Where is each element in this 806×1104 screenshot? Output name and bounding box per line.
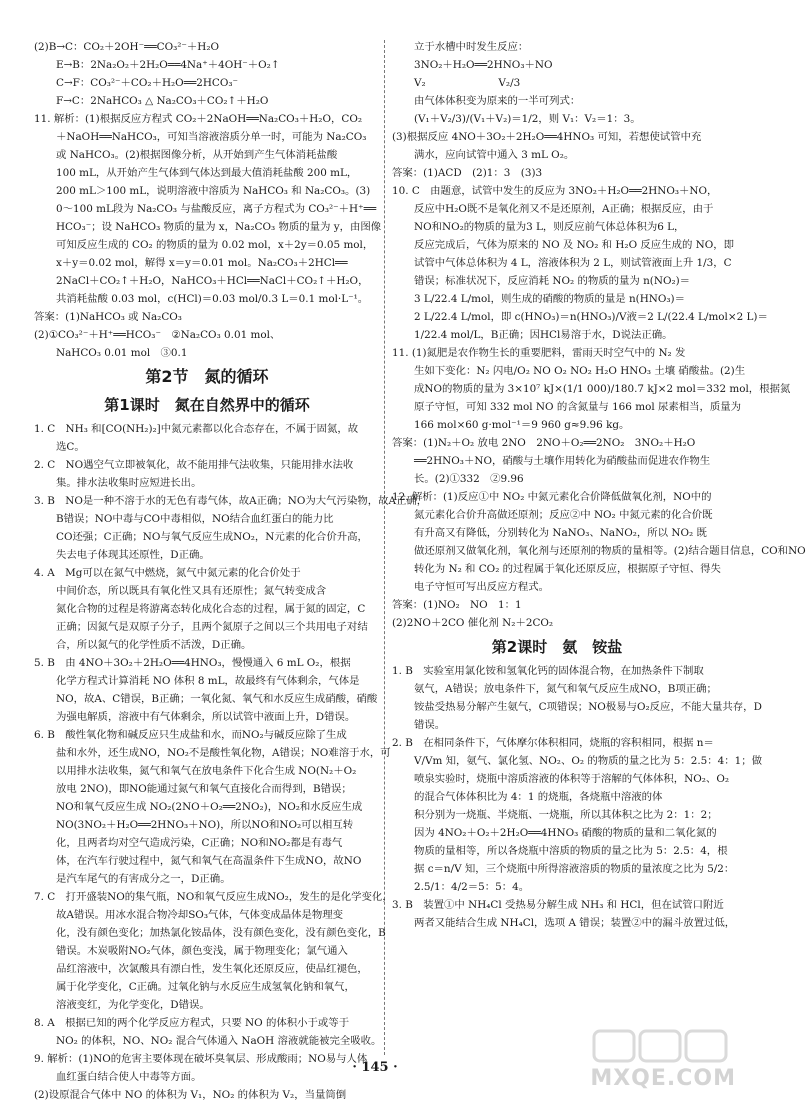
left-bottom-line: 中间价态，所以既具有氧化性又具有还原性；氮气转变成含 <box>56 585 327 597</box>
left-bottom-line: 化，没有颜色变化；加热氯化铵晶体，没有颜色变化，没有颜色变化，B <box>56 927 386 939</box>
left-bottom-line: 失去电子体现其还原性，D正确。 <box>56 549 210 561</box>
left-bottom-line: 6. B 酸性氧化物和碱反应只生成盐和水，而NO₂与碱反应除了生成 <box>34 729 347 741</box>
left-bottom-line: 3. B NO是一种不溶于水的无色有毒气体，故A正确；NO为大气污染物，故A正确， <box>34 495 428 507</box>
left-bottom-line: 集。排水法收集时应短进长出。 <box>56 477 202 489</box>
left-top-line: C→F：CO₃²⁻＋CO₂＋H₂O══2HCO₃⁻ <box>56 77 239 89</box>
lesson-title-1: 第1课时 氮在自然界中的循环 <box>104 396 310 414</box>
right-bottom-line: 铵盐受热易分解产生氨气，C项错误；NO极易与O₂反应，不能大量共存，D <box>414 701 762 713</box>
right-top-line: 有升高又有降低，分别转化为 NaNO₃、NaNO₂，所以 NO₂ 既 <box>414 527 707 539</box>
right-top-line: 反应完成后，气体为原来的 NO 及 NO₂ 和 H₂O 反应生成的 NO，即 <box>414 239 735 251</box>
right-bottom-line: 两者又能结合生成 NH₄Cl，选项 A 错误；装置②中的漏斗放置过低， <box>414 917 736 929</box>
right-top-line: (V₁＋V₂/3)/(V₁＋V₂)＝1/2，则 V₁：V₂＝1：3。 <box>414 113 641 125</box>
left-bottom-line: 合，所以氮气的化学性质不活泼，D正确。 <box>56 639 252 651</box>
left-bottom-line: B错误；NO中毒与CO中毒相似，NO结合血红蛋白的能力比 <box>56 513 334 525</box>
right-top-line: 1/22.4 mol/L，B正确；因HCl易溶于水，D说法正确。 <box>414 329 673 341</box>
left-bottom-line: 化学方程式计算消耗 NO 体积 8 mL，故最终有气体剩余，气体是 <box>56 675 360 687</box>
left-top-line: ＋NaOH══NaHCO₃，可知当溶液溶质分单一时，可能为 Na₂CO₃ <box>56 131 367 143</box>
left-top-line: x＋y＝0.02 mol，解得 x＝y＝0.01 mol。Na₂CO₃＋2HCl══ <box>56 257 348 269</box>
right-top-line: 电子守恒可写出反应方程式。 <box>414 581 550 593</box>
left-top-line: (2)①CO₃²⁻＋H⁺══HCO₃⁻ ②Na₂CO₃ 0.01 mol、 <box>34 329 281 341</box>
right-top-line: 错误；标准状况下，反应消耗 NO₂ 的物质的量为 n(NO₂)＝ <box>414 275 691 287</box>
right-top-line: 12. 解析：(1)反应①中 NO₂ 中氮元素化合价降低做氧化剂，NO中的 <box>392 491 712 503</box>
right-top-line: 答案：(1)ACD (2)1：3 (3)3 <box>392 167 543 179</box>
page-number: · 145 · <box>352 1060 398 1075</box>
right-bottom-line: 氨气，A错误；放电条件下，氮气和氧气反应生成NO，B项正确； <box>414 683 717 695</box>
left-bottom-line: NO₂ 的体积，NO、NO₂ 混合气体通入 NaOH 溶液就能被完全吸收。 <box>56 1035 382 1047</box>
left-bottom-line: 血红蛋白结合使人中毒等方面。 <box>56 1071 202 1083</box>
right-top-line: 11. (1)氮肥是农作物生长的重要肥料，雷雨天时空气中的 N₂ 发 <box>392 347 686 359</box>
right-top-line: 满水，应向试管中通入 3 mL O₂。 <box>414 149 575 161</box>
left-top-line: 100 mL，从开始产生气体到气体达到最大值消耗盐酸 200 mL， <box>56 167 358 179</box>
left-bottom-line: 8. A 根据已知的两个化学反应方程式，只要 NO 的体积小于或等于 <box>34 1017 350 1029</box>
left-top-line: 或 NaHCO₃。(2)根据图像分析，从开始到产生气体消耗盐酸 <box>56 149 338 161</box>
right-column <box>392 38 806 932</box>
left-top-line: 共消耗盐酸 0.03 mol，c(HCl)＝0.03 mol/0.3 L＝0.1 mol·L⁻¹。 <box>56 293 369 305</box>
left-bottom-line: 以用排水法收集，氮气和氧气在放电条件下化合生成 NO(N₂＋O₂ <box>56 765 357 777</box>
left-top-line: HCO₃⁻；设 NaHCO₃ 物质的量为 x，Na₂CO₃ 物质的量为 y，由图像 <box>56 221 382 233</box>
right-bottom-line: 喷泉实验时，烧瓶中溶质溶液的体积等于溶解的气体体积，NO₂、O₂ <box>414 773 730 785</box>
right-bottom-line: 2. B 在相同条件下，气体摩尔体积相同，烧瓶的容积相同，根据 n＝ <box>392 737 714 749</box>
right-top-line: V₂ V₂/3 <box>414 77 521 89</box>
left-column <box>34 38 428 1104</box>
right-top-text <box>392 38 806 632</box>
left-bottom-text <box>34 420 428 1104</box>
left-bottom-line: 正确；因氮气是双原子分子，且两个氮原子之间以三个共用电子对结 <box>56 621 368 633</box>
right-top-line: 反应中H₂O既不是氧化剂又不是还原剂，A正确；根据反应，由于 <box>414 203 714 215</box>
lesson-title-2: 第2课时 氨 铵盐 <box>491 638 623 656</box>
right-top-line: 立于水槽中时发生反应： <box>414 41 529 53</box>
right-top-line: 试管中气体总体积为 4 L，溶液体积为 2 L，则试管液面上升 1/3，C <box>414 257 732 269</box>
right-top-line: 转化为 N₂ 和 CO₂ 的过程属于氧化还原反应，根据原子守恒、得失 <box>414 563 721 575</box>
left-top-line: 答案：(1)NaHCO₃ 或 Na₂CO₃ <box>34 311 182 323</box>
left-bottom-line: (2)设原混合气体中 NO 的体积为 V₁，NO₂ 的体积为 V₂，当量筒倒 <box>34 1089 347 1101</box>
right-bottom-line: 3. B 装置①中 NH₄Cl 受热易分解生成 NH₃ 和 HCl，但在试管口附近 <box>392 899 724 911</box>
left-bottom-line: 为强电解质，溶液中有气体剩余，所以试管中液面上升，D错误。 <box>56 711 356 723</box>
left-bottom-line: 属于化学变化，C正确。过氧化钠与水反应生成氢氧化钠和氧气， <box>56 981 355 993</box>
left-top-line: E→B：2Na₂O₂＋2H₂O══4Na⁺＋4OH⁻＋O₂↑ <box>56 59 280 71</box>
right-top-line: NO和NO₂的物质的量为3 L，则反应前气体总体积为6 L， <box>414 221 685 233</box>
left-top-line: 11. 解析：(1)根据反应方程式 CO₂＋2NaOH══Na₂CO₃＋H₂O，CO₂ <box>34 113 363 125</box>
left-bottom-line: NO(3NO₂＋H₂O══2HNO₃＋NO)，所以NO和NO₂可以相互转 <box>56 819 354 831</box>
left-bottom-line: 错误。木炭吸附NO₂气体，颜色变浅，属于物理变化；氯气通入 <box>56 945 348 957</box>
left-bottom-line: 品红溶液中，次氯酸具有漂白性，发生氧化还原反应，使品红褪色， <box>56 963 368 975</box>
right-bottom-line: V/Vm 知，氨气、氯化氢、NO₂、O₂ 的物质的量之比为 5：2.5：4：1；做 <box>414 755 763 767</box>
right-top-line: 氮元素化合价升高做还原剂；反应②中 NO₂ 中氮元素的化合价既 <box>414 509 713 521</box>
right-bottom-line: 据 c＝n/V 知，三个烧瓶中所得溶液溶质的物质的量浓度之比为 5/2： <box>414 863 735 875</box>
right-bottom-text <box>392 662 763 932</box>
left-bottom-line: 4. A Mg可以在氮气中燃烧，氮气中氮元素的化合价处于 <box>34 567 301 579</box>
right-bottom-line: 的混合气体体积比为 4：1 的烧瓶，各烧瓶中溶液的体 <box>414 791 663 803</box>
left-bottom-line: 1. C NH₃ 和[CO(NH₂)₂]中氮元素都以化合态存在，不属于固氮，故 <box>34 423 359 435</box>
left-top-text <box>34 38 380 362</box>
right-top-line: (2)2NO＋2CO 催化剂 N₂＋2CO₂ <box>392 617 554 629</box>
left-top-line: 0～100 mL段为 Na₂CO₃ 与盐酸反应，离子方程式为 CO₃²⁻＋H⁺══ <box>56 203 377 215</box>
left-top-line: (2)B→C：CO₂＋2OH⁻══CO₃²⁻＋H₂O <box>34 41 220 53</box>
left-top-line: 可知反应生成的 CO₂ 的物质的量为 0.02 mol，x＋2y＝0.05 mol， <box>56 239 374 251</box>
left-top-line: 2NaCl＋CO₂↑＋H₂O，NaHCO₃＋HCl══NaCl＋CO₂↑＋H₂O， <box>56 275 369 287</box>
right-top-line: 3 L/22.4 L/mol，则生成的硝酸的物质的量是 n(HNO₃)＝ <box>414 293 685 305</box>
left-bottom-line: 氮化合物的过程是将游离态转化成化合态的过程，属于氮的固定，C <box>56 603 366 615</box>
right-top-line: 166 mol×60 g·mol⁻¹＝9 960 g≈9.96 kg。 <box>414 419 630 431</box>
left-bottom-line: 选C。 <box>56 441 85 453</box>
left-bottom-line: 故A错误。用冰水混合物冷却SO₃气体，气体变成晶体是物理变 <box>56 909 344 921</box>
right-bottom-line: 错误。 <box>414 719 446 731</box>
right-top-line: 答案：(1)NO₂ NO 1：1 <box>392 599 522 611</box>
right-top-line: 长。(2)①332 ②9.96 <box>414 473 524 485</box>
right-top-line: 原子守恒，可知 332 mol NO 的含氮量与 166 mol 尿素相当，质量为 <box>414 401 742 413</box>
right-bottom-line: 1. B 实验室用氯化铵和氢氧化钙的固体混合物，在加热条件下制取 <box>392 665 704 677</box>
left-bottom-line: NO，故A、C错误，B正确；一氧化氮、氧气和水反应生成硝酸，硝酸 <box>56 693 378 705</box>
right-top-line: 做还原剂又做氧化剂，氧化剂与还原剂的物质的量相等。(2)结合题目信息，CO和NO <box>414 545 806 557</box>
right-bottom-line: 因为 4NO₂＋O₂＋2H₂O══4HNO₃ 硝酸的物质的量和二氧化氮的 <box>414 827 717 839</box>
left-bottom-line: 体，在汽车行驶过程中，氮气和氧气在高温条件下生成NO，故NO <box>56 855 362 867</box>
left-bottom-line: CO还强；C正确；NO与氧气反应生成NO₂，N元素的化合价升高， <box>56 531 368 543</box>
left-bottom-line: 是汽车尾气的有害成分之一，D正确。 <box>56 873 231 885</box>
right-top-line: 答案：(1)N₂＋O₂ 放电 2NO 2NO＋O₂══2NO₂ 3NO₂＋H₂O <box>392 437 696 449</box>
right-top-line: ══2HNO₃＋NO，硝酸与土壤作用转化为硝酸盐而促进农作物生 <box>414 455 711 467</box>
right-bottom-line: 积分别为一烧瓶、半烧瓶、一烧瓶，所以其体积之比为 2：1：2； <box>414 809 718 821</box>
right-top-line: 生如下变化：N₂ 闪电/O₂ NO O₂ NO₂ H₂O HNO₃ 土壤 硝酸盐。(2)生 <box>414 365 746 377</box>
right-top-line: 成NO的物质的量为 3×10⁷ kJ×(1/1 000)/180.7 kJ×2 mol＝332 mol，根据氮 <box>414 383 791 395</box>
left-top-line: F→C：2NaHCO₃ △ Na₂CO₃＋CO₂↑＋H₂O <box>56 95 269 107</box>
left-top-line: 200 mL＞100 mL，说明溶液中溶质为 NaHCO₃ 和 Na₂CO₃。(3) <box>56 185 371 197</box>
left-bottom-line: 化，且两者均对空气造成污染，C正确；NO和NO₂都是有毒气 <box>56 837 343 849</box>
right-top-line: 10. C 由题意，试管中发生的反应为 3NO₂＋H₂O══2HNO₃＋NO， <box>392 185 718 197</box>
left-bottom-line: 5. B 由 4NO＋3O₂＋2H₂O══4HNO₃，慢慢通入 6 mL O₂，根据 <box>34 657 351 669</box>
right-top-line: 2 L/22.4 L/mol，即 c(HNO₃)＝n(HNO₃)/V液＝2 L/(22.4 L/mol×2 L)＝ <box>414 311 768 323</box>
left-bottom-line: 溶液变红，为化学变化，D错误。 <box>56 999 210 1011</box>
left-bottom-line: 7. C 打开盛装NO的集气瓶，NO和氧气反应生成NO₂，发生的是化学变化， <box>34 891 393 903</box>
right-bottom-line: 物质的量相等，所以各烧瓶中溶质的物质的量之比为 5：2.5：4，根 <box>414 845 728 857</box>
right-bottom-line: 2.5/1：4/2＝5：5：4。 <box>414 881 530 893</box>
left-bottom-line: 放电 2NO)，即NO能通过氮气和氧气直接化合而得到，B错误； <box>56 783 352 795</box>
right-top-line: 3NO₂＋H₂O══2HNO₃＋NO <box>414 59 553 71</box>
left-bottom-line: 9. 解析：(1)NO的危害主要体现在破坏臭氧层、形成酸雨；NO易与人体 <box>34 1053 368 1065</box>
section-title: 第2节 氮的循环 <box>145 367 269 386</box>
right-top-line: 由气体体积变为原来的一半可列式： <box>414 95 581 107</box>
left-bottom-line: 盐和水外，还生成NO，NO₂不是酸性氧化物，A错误；NO难溶于水，可 <box>56 747 391 759</box>
right-top-line: (3)根据反应 4NO＋3O₂＋2H₂O══4HNO₃ 可知，若想使试管中充 <box>392 131 702 143</box>
left-bottom-line: 2. C NO遇空气立即被氧化，故不能用排气法收集，只能用排水法收 <box>34 459 354 471</box>
left-top-line: NaHCO₃ 0.01 mol ③0.1 <box>56 347 188 359</box>
watermark-text: MXQE.COM <box>590 1066 736 1091</box>
left-bottom-line: NO和氧气反应生成 NO₂(2NO＋O₂══2NO₂)，NO₂和水反应生成 <box>56 801 363 813</box>
